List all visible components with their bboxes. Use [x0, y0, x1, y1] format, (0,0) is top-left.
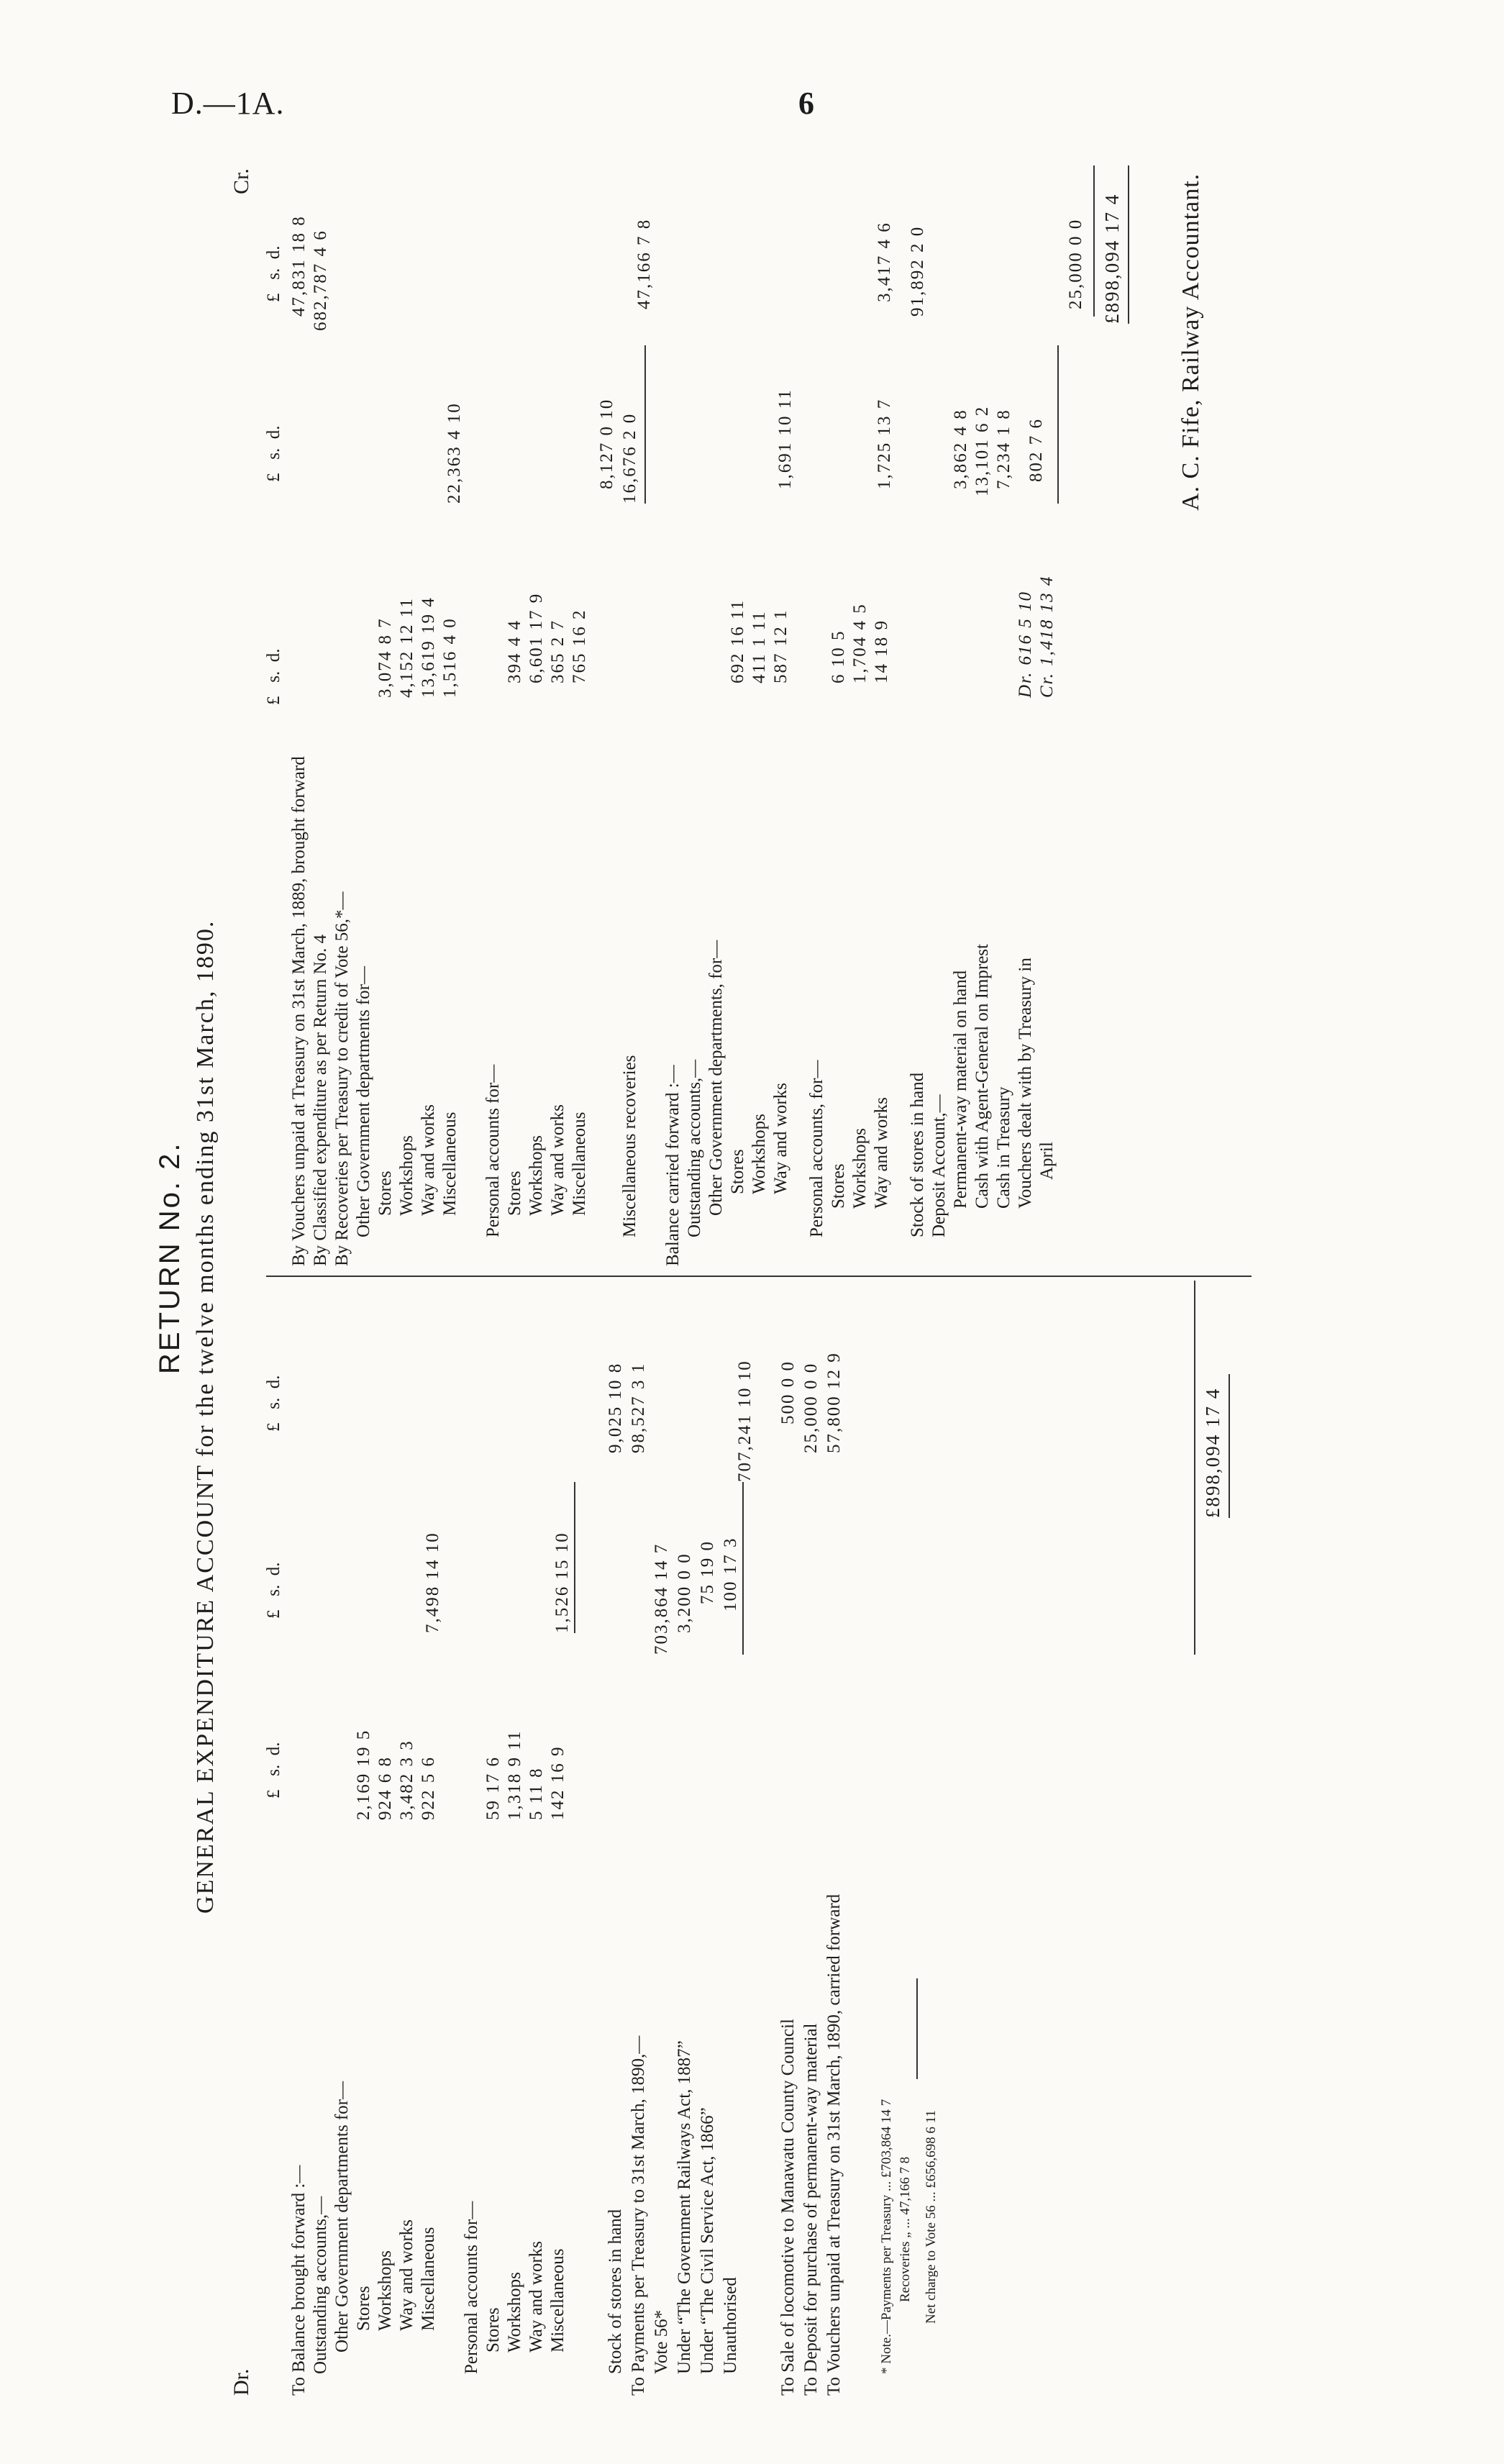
dr-sale-amt: 500 0 0 — [778, 1360, 798, 1424]
cr-pa-total: 8,127 0 10 — [597, 398, 616, 489]
cr-og-total: 22,363 4 10 — [445, 402, 464, 504]
center-divider — [266, 1276, 1252, 1277]
dr-deposit-amt: 25,000 0 0 — [801, 1362, 821, 1453]
dr-vote-amt: 703,864 14 7 — [652, 1542, 671, 1655]
cr-personal: Personal accounts for— — [483, 1064, 503, 1237]
cr-total-rule-top — [1093, 165, 1095, 317]
dr-pa-row-amount: 142 16 9 — [548, 1745, 568, 1820]
cr-og-row-label: Stores — [375, 1170, 395, 1216]
dr-pa-row-amount: 5 11 8 — [527, 1767, 546, 1820]
cr-pa2-row-label: Workshops — [850, 1128, 870, 1209]
note-line-1: * Note.—Payments per Treasury ... £703,864 14 7 — [879, 2099, 894, 2374]
dr-og-row-amount: 2,169 19 5 — [354, 1729, 373, 1820]
cr-vouchers-amt: 47,831 18 8 — [289, 215, 309, 317]
dr-stock: Stock of stores in hand — [606, 2209, 625, 2374]
signature: A. C. Fife, Railway Accountant. — [1177, 173, 1204, 511]
cr-personal2: Personal accounts, for— — [807, 1060, 826, 1237]
cr-grand-total: £898,094 17 4 — [1101, 193, 1123, 324]
cr-pa-row-amount: 394 4 4 — [505, 619, 524, 683]
dr-unauth-amt: 100 17 3 — [721, 1537, 740, 1611]
dr-og-row-label: Miscellaneous — [419, 2227, 438, 2331]
cr-cr-line: Cr. 1,418 13 4 — [1037, 575, 1057, 698]
cr-misc-amt: 16,676 2 0 — [620, 412, 639, 504]
dr-total-rule-top — [1194, 1281, 1195, 1655]
cr-pa2-row-label: Stores — [829, 1163, 848, 1209]
dr-pa-rule — [574, 1482, 575, 1633]
cr-balance-cf: Balance carried forward :— — [663, 1065, 683, 1266]
dr-total-rule-bottom — [1229, 1374, 1230, 1518]
dr-payments-rule — [742, 1482, 744, 1655]
cr-og-row-amount: 4,152 12 11 — [397, 597, 416, 698]
dr-og-row-amount: 3,482 3 3 — [397, 1740, 416, 1820]
dr-vouchers: To Vouchers unpaid at Treasury on 31st March, 1890, carried forward — [824, 1894, 844, 2396]
cr-pa2-row-amount: 6 10 5 — [829, 629, 848, 683]
dr-og-row-amount: 924 6 8 — [375, 1756, 395, 1820]
cr-recoveries-total: 47,166 7 8 — [634, 218, 654, 309]
dr-og-total: 7,498 14 10 — [423, 1532, 442, 1633]
cr-pa-row-amount: 765 16 2 — [570, 609, 589, 683]
cr-og-row-label: Miscellaneous — [440, 1111, 460, 1216]
note-line-2: Recoveries „ ... 47,166 7 8 — [898, 2156, 913, 2302]
dr-heading: Dr. — [229, 2368, 253, 2396]
cr-pa-row-amount: 365 2 7 — [548, 619, 568, 683]
note-line-3: Net charge to Vote 56 ... £656,698 6 11 — [924, 2110, 939, 2324]
dr-og-row-label: Way and works — [397, 2219, 416, 2331]
dr-unauthorised: Unauthorised — [721, 2277, 740, 2374]
dr-pa-row-amount: 59 17 6 — [483, 1756, 503, 1820]
dr-pa-row-label: Way and works — [527, 2241, 546, 2352]
cr-total-rule-bottom — [1128, 165, 1129, 324]
dr-og-row-label: Workshops — [375, 2250, 395, 2331]
dr-og-row-label: Stores — [354, 2286, 373, 2331]
cr-pa2-total: 1,725 13 7 — [875, 398, 894, 489]
dr-money-head-3: £ s. d. — [264, 1375, 283, 1432]
cr-april: April — [1037, 1142, 1057, 1180]
cr-deposit-total: 25,000 0 0 — [1066, 218, 1085, 309]
dr-grand-total: £898,094 17 4 — [1202, 1387, 1223, 1518]
cr-other-govt: Other Government departments for— — [354, 966, 373, 1237]
cr-og2-row-label: Workshops — [749, 1114, 769, 1194]
dr-money-head-2: £ s. d. — [264, 1562, 283, 1619]
cr-pa-row-label: Workshops — [527, 1135, 546, 1216]
dr-railways-act: Under “The Government Railways Act, 1887” — [675, 2040, 694, 2374]
cr-vouchers: By Vouchers unpaid at Treasury on 31st March, 1889, brought forward — [289, 756, 309, 1266]
cr-recoveries: By Recoveries per Treasury to credit of Vote 56,*— — [332, 891, 352, 1266]
cr-og-row-amount: 3,074 8 7 — [375, 617, 395, 698]
cr-stock: Stock of stores in hand — [908, 1072, 927, 1237]
rotated-account-page — [154, 151, 1309, 2417]
cr-misc-recoveries: Miscellaneous recoveries — [620, 1055, 639, 1237]
dr-deposit: To Deposit for purchase of permanent-way material — [801, 2023, 821, 2396]
cr-dr-line: Dr. 616 5 10 — [1016, 590, 1035, 698]
dr-vote: Vote 56* — [652, 2309, 671, 2374]
cr-deposit-rule — [1057, 345, 1059, 504]
dr-balance-col3: 98,527 3 1 — [629, 1362, 648, 1453]
cr-og2-row-amount: 692 16 11 — [728, 599, 747, 683]
dr-sale-loco: To Sale of locomotive to Manawatu County Council — [778, 2019, 798, 2396]
cr-pa2-col: 3,417 4 6 — [875, 222, 894, 302]
cr-recoveries-rule — [644, 345, 646, 504]
dr-money-head-1: £ s. d. — [264, 1742, 283, 1799]
cr-pa-row-amount: 6,601 17 9 — [527, 592, 546, 683]
dr-outstanding: Outstanding accounts,— — [311, 2196, 330, 2374]
dr-vouchers-amt: 57,800 12 9 — [824, 1352, 844, 1453]
cr-og2-row-amount: 411 1 11 — [749, 610, 769, 683]
cr-og-row-amount: 1,516 4 0 — [440, 617, 460, 698]
cr-deposit-acct: Deposit Account,— — [929, 1094, 949, 1237]
note-rule — [916, 1978, 918, 2079]
dr-og-row-amount: 922 5 6 — [419, 1756, 438, 1820]
cr-agent-amt: 13,101 6 2 — [972, 405, 992, 496]
dr-pa-row-label: Stores — [483, 2307, 503, 2352]
cr-money-head-2: £ s. d. — [264, 425, 283, 482]
dr-pa-row-amount: 1,318 9 11 — [505, 1729, 524, 1820]
cr-vouchers-net: 802 7 6 — [1026, 418, 1046, 482]
document-code: D.—1A. — [171, 86, 285, 121]
cr-pa2-row-amount: 14 18 9 — [872, 619, 891, 683]
cr-money-head-1: £ s. d. — [264, 648, 283, 705]
cr-pa2-row-amount: 1,704 4 5 — [850, 603, 870, 683]
dr-pa-row-label: Workshops — [505, 2272, 524, 2352]
cr-outstanding: Outstanding accounts,— — [685, 1059, 704, 1237]
cr-og2-row-amount: 587 12 1 — [771, 609, 790, 683]
cr-pa2-row-label: Way and works — [872, 1097, 891, 1209]
cr-agent-general: Cash with Agent-General on Imprest — [972, 944, 992, 1209]
dr-payments-total: 707,241 10 10 — [735, 1360, 755, 1482]
dr-railways-amt: 3,200 0 0 — [675, 1552, 694, 1633]
cr-classified-amt: 682,787 4 6 — [311, 229, 330, 331]
dr-pa-total: 1,526 15 10 — [552, 1532, 572, 1633]
dr-other-govt: Other Government departments for— — [332, 2081, 352, 2352]
cr-money-head-3: £ s. d. — [264, 245, 283, 302]
cr-og-row-label: Way and works — [419, 1104, 438, 1216]
cr-og2-row-label: Way and works — [771, 1083, 790, 1194]
dr-pa-row-label: Miscellaneous — [548, 2248, 568, 2352]
cr-og2-row-label: Stores — [728, 1149, 747, 1194]
cr-og-row-amount: 13,619 19 4 — [419, 596, 438, 698]
cr-pa-row-label: Way and works — [548, 1104, 568, 1216]
cr-og2-total: 1,691 10 11 — [775, 388, 795, 489]
cr-pa-row-label: Miscellaneous — [570, 1111, 589, 1216]
cr-cash-amt: 7,234 1 8 — [994, 409, 1013, 489]
dr-civil-act: Under “The Civil Service Act, 1866” — [698, 2107, 717, 2374]
cr-og-row-label: Workshops — [397, 1135, 416, 1216]
cr-heading: Cr. — [229, 168, 253, 194]
dr-payments: To Payments per Treasury to 31st March, 1890,— — [629, 2035, 648, 2396]
cr-classified: By Classified expenditure as per Return No. 4 — [311, 934, 330, 1266]
dr-personal: Personal accounts for— — [462, 2201, 481, 2374]
dr-civil-amt: 75 19 0 — [698, 1540, 717, 1604]
cr-cash-treasury: Cash in Treasury — [994, 1086, 1013, 1209]
cr-pa-row-label: Stores — [505, 1170, 524, 1216]
cr-pw-material: Permanent-way material on hand — [951, 970, 970, 1209]
dr-balance-forward: To Balance brought forward :— — [289, 2165, 309, 2396]
return-number: RETURN No. 2. — [154, 1141, 186, 1374]
page-number: 6 — [798, 86, 815, 121]
cr-vouchers-dealt: Vouchers dealt with by Treasury in — [1016, 958, 1035, 1209]
cr-pw-amt: 3,862 4 8 — [951, 409, 970, 489]
account-title: GENERAL EXPENDITURE ACCOUNT for the twelve months ending 31st March, 1890. — [192, 919, 219, 1914]
cr-other-govt2: Other Government departments, for— — [706, 940, 726, 1216]
dr-stock-amt: 9,025 10 8 — [606, 1362, 625, 1453]
cr-stock-amt: 91,892 2 0 — [908, 225, 927, 317]
